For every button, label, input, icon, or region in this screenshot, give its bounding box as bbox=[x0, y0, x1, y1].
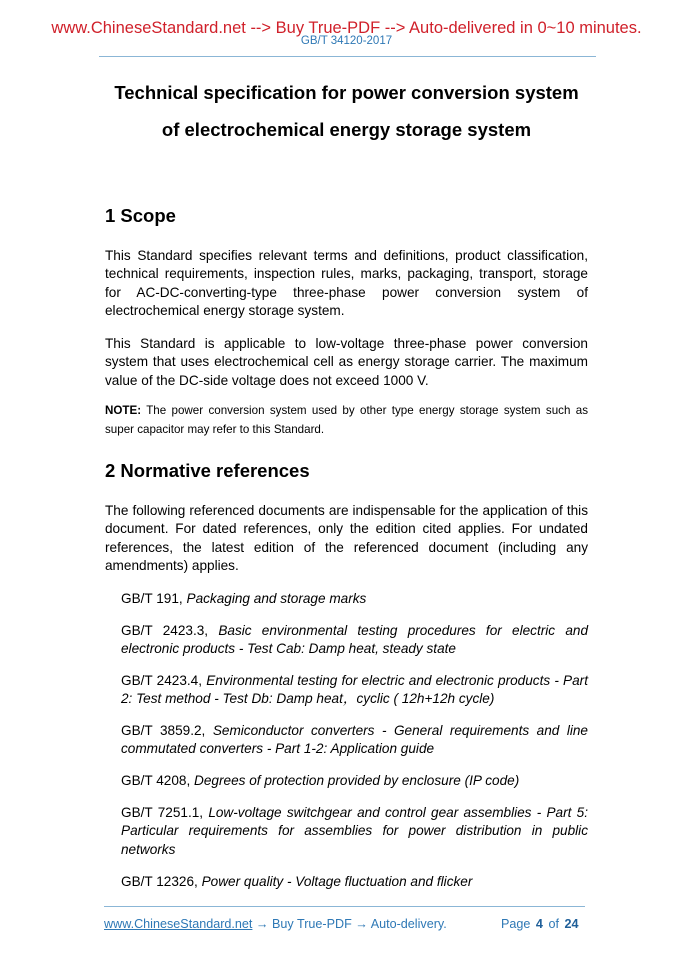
document-title-line-1: Technical specification for power conversion system bbox=[114, 82, 579, 103]
promo-banner: www.ChineseStandard.net --> Buy True-PDF --> Auto-delivered in 0~10 minutes. bbox=[51, 19, 642, 37]
reference-item: GB/T 2423.4, Environmental testing for electric and electronic products - Part 2: Test method - Test Db: Damp heat，cyclic ( 12h+12h cycle) bbox=[121, 673, 588, 707]
scope-note bbox=[105, 402, 588, 439]
section-heading-scope: 1 Scope bbox=[105, 205, 176, 226]
references-intro-paragraph: The following referenced documents are indispensable for the application of this document. For dated references, only the edition cited applies. For undated references, the latest edition of the referenced document (including any amendments) applies. bbox=[105, 503, 588, 574]
note-label: NOTE: bbox=[105, 404, 142, 417]
note-text: The power conversion system used by other type energy storage system such as super capacitor may refer to this Standard. bbox=[105, 404, 588, 436]
document-title-line-2: of electrochemical energy storage system bbox=[161, 119, 532, 140]
scope-paragraph-1: This Standard specifies relevant terms and definitions, product classification, technical requirements, inspection rules, marks, packaging, transport, storage for AC-DC-converting-type three-phase power conversion system of electrochemical energy storage system. bbox=[105, 248, 588, 319]
standard-code: GB/T 34120-2017 bbox=[300, 35, 393, 47]
footer-site-link[interactable]: www.ChineseStandard.net bbox=[104, 917, 253, 931]
reference-item: GB/T 7251.1, Low-voltage switchgear and control gear assemblies - Part 5: Particular requirements for assemblies for power distribution in public networks bbox=[121, 805, 588, 857]
reference-item: GB/T 3859.2, Semiconductor converters - General requirements and line commutated converters - Part 1-2: Application guide bbox=[121, 723, 588, 757]
footer-promo bbox=[104, 916, 447, 932]
page-indicator: Page 4 of 24 bbox=[501, 917, 579, 931]
header-divider bbox=[99, 56, 596, 57]
footer-promo-text: → Buy True-PDF → Auto-delivery. bbox=[252, 917, 447, 931]
total-pages: 24 bbox=[564, 917, 579, 931]
section-heading-normative-references: 2 Normative references bbox=[105, 460, 310, 481]
reference-item: GB/T 4208, Degrees of protection provided by enclosure (IP code) bbox=[121, 773, 520, 788]
scope-paragraph-2: This Standard is applicable to low-voltage three-phase power conversion system that uses electrochemical cell as energy storage carrier. The maximum value of the DC-side voltage does not exceed 1000 V. bbox=[105, 336, 588, 388]
footer-divider bbox=[104, 906, 585, 907]
reference-item: GB/T 2423.3, Basic environmental testing procedures for electric and electronic products - Test Cab: Damp heat, steady state bbox=[121, 623, 589, 657]
current-page: 4 bbox=[535, 917, 543, 931]
reference-item: GB/T 191, Packaging and storage marks bbox=[121, 591, 367, 606]
reference-item: GB/T 12326, Power quality - Voltage fluctuation and flicker bbox=[121, 874, 473, 889]
